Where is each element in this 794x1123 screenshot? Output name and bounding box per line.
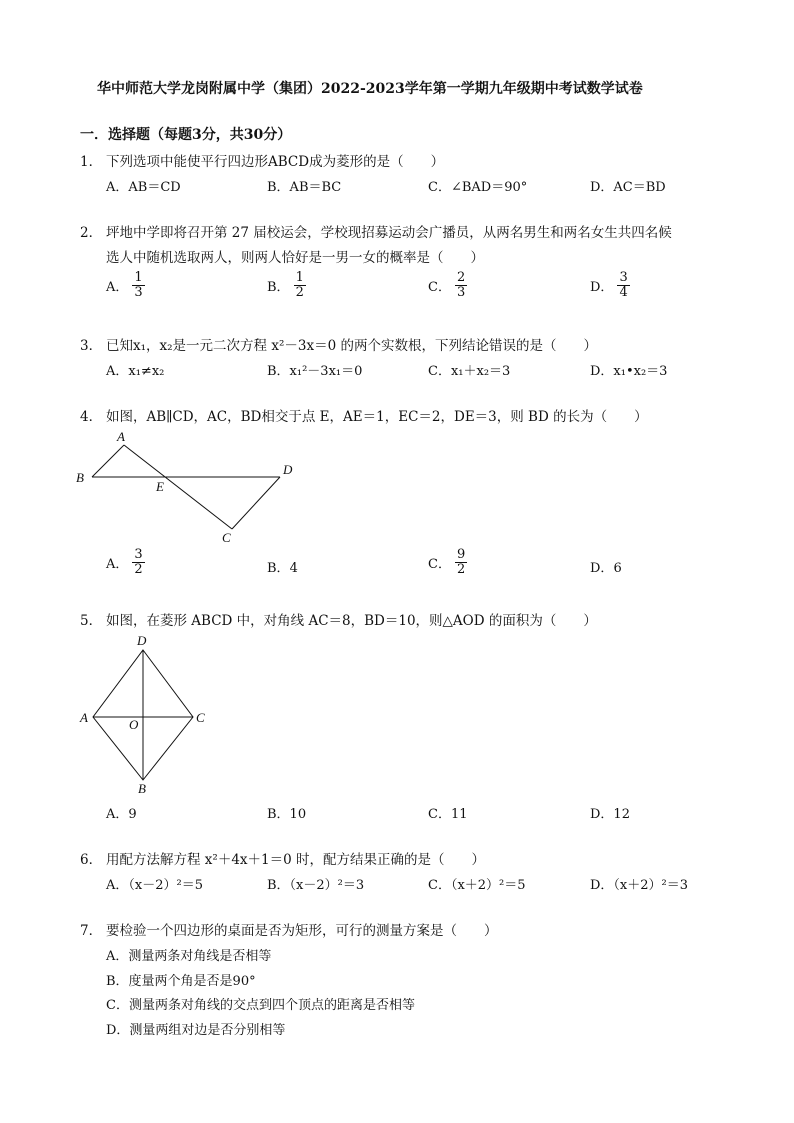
section-heading: 一．选择题（每题3分，共30分） [80, 127, 292, 143]
denominator: 4 [619, 284, 628, 300]
denominator: 3 [134, 284, 143, 300]
option-value: 4 [289, 561, 298, 576]
option-b[interactable]: B．x₁²－3x₁＝0 [267, 364, 363, 379]
denominator: 2 [134, 561, 143, 577]
option-letter: D． [590, 561, 614, 576]
option-letter: B． [267, 279, 290, 295]
numerator: 3 [619, 270, 628, 285]
option-b[interactable]: B．AB＝BC [267, 180, 342, 195]
segment-ac [124, 445, 232, 529]
numerator: 1 [134, 270, 143, 285]
label-d: D [283, 462, 293, 477]
option-a[interactable]: A．AB＝CD [106, 180, 181, 195]
fraction [455, 271, 467, 299]
label-e: E [156, 479, 164, 494]
option-d[interactable]: D．12 [590, 807, 630, 822]
option-letter: B． [267, 561, 290, 576]
option-c[interactable] [428, 271, 467, 299]
option-d[interactable]: D．AC＝BD [590, 180, 666, 195]
numerator: 9 [456, 547, 466, 562]
option-a[interactable] [106, 548, 145, 576]
option-a[interactable] [106, 271, 145, 299]
question-number: 7． [80, 923, 103, 939]
fraction [132, 548, 144, 576]
fraction [132, 271, 144, 299]
option-a[interactable]: A．x₁≠x₂ [106, 364, 165, 379]
question-stem: 用配方法解方程 x²＋4x＋1＝0 时，配方结果正确的是（ ） [106, 852, 485, 868]
option-a[interactable]: A．9 [106, 807, 137, 822]
option-a[interactable]: A．测量两条对角线是否相等 [106, 949, 272, 964]
question-stem: 如图，AB∥CD，AC，BD相交于点 E，AE＝1，EC＝2，DE＝3，则 BD 的长为（ ） [106, 409, 648, 425]
label-b: B [138, 781, 146, 796]
question-number: 3． [80, 338, 103, 354]
option-letter: A． [106, 279, 129, 295]
denominator: 2 [456, 561, 466, 577]
label-c: C [196, 710, 205, 725]
numerator: 2 [456, 270, 466, 285]
fraction [294, 271, 306, 299]
fraction [455, 548, 467, 576]
option-b[interactable] [267, 271, 306, 299]
option-letter: D． [590, 279, 614, 295]
question-stem-line-2: 选人中随机选取两人，则两人恰好是一男一女的概率是（ ） [106, 250, 484, 266]
option-c[interactable]: C．x₁＋x₂＝3 [428, 364, 511, 379]
option-c[interactable]: C．∠BAD＝90° [428, 180, 528, 195]
label-c: C [222, 530, 231, 545]
segment-ab [92, 445, 124, 477]
option-d[interactable] [590, 271, 630, 299]
question-stem: 已知x₁，x₂是一元二次方程 x²－3x＝0 的两个实数根，下列结论错误的是（ ） [106, 338, 597, 354]
option-letter: A． [106, 556, 129, 572]
denominator: 3 [456, 284, 466, 300]
option-b[interactable]: B．度量两个角是否是90° [106, 974, 256, 989]
numerator: 3 [134, 547, 143, 562]
option-a[interactable]: A．（x－2）²＝5 [106, 878, 203, 893]
label-a: A [80, 710, 88, 725]
label-d: D [137, 633, 147, 648]
option-b[interactable]: B．10 [267, 807, 307, 822]
fraction [617, 271, 629, 299]
page-title: 华中师范大学龙岗附属中学（集团）2022-2023学年第一学期九年级期中考试数学试卷 [97, 81, 643, 97]
option-b[interactable] [267, 557, 298, 576]
geometry-figure-q4 [70, 425, 310, 550]
option-c[interactable]: C．测量两条对角线的交点到四个顶点的距离是否相等 [106, 998, 415, 1013]
numerator: 1 [295, 270, 304, 285]
option-d[interactable]: D．测量两组对边是否分别相等 [106, 1023, 286, 1038]
option-letter: C． [428, 279, 451, 295]
option-letter: C． [428, 556, 451, 572]
rhombus-figure-q5 [75, 630, 220, 800]
option-d[interactable]: D．（x＋2）²＝3 [590, 878, 689, 893]
option-b[interactable]: B．（x－2）²＝3 [267, 878, 365, 893]
option-d[interactable] [590, 557, 622, 576]
option-c[interactable]: C．11 [428, 807, 468, 822]
label-o: O [129, 717, 139, 732]
question-number: 2． [80, 225, 103, 241]
question-number: 6． [80, 852, 103, 868]
option-d[interactable]: D．x₁•x₂＝3 [590, 364, 668, 379]
option-value: 6 [613, 561, 622, 576]
segment-cd [232, 477, 280, 529]
option-c[interactable] [428, 548, 467, 576]
question-number: 1． [80, 154, 103, 170]
question-stem-line-1: 坪地中学即将召开第 27 届校运会，学校现招募运动会广播员，从两名男生和两名女生共四名候 [106, 225, 672, 241]
label-b: B [76, 470, 84, 485]
question-stem: 下列选项中能使平行四边形ABCD成为菱形的是（ ） [106, 154, 445, 170]
question-number: 4． [80, 409, 103, 425]
option-c[interactable]: C．（x＋2）²＝5 [428, 878, 526, 893]
label-a: A [117, 429, 125, 444]
denominator: 2 [295, 284, 304, 300]
question-number: 5． [80, 613, 103, 629]
question-stem: 要检验一个四边形的桌面是否为矩形，可行的测量方案是（ ） [106, 923, 498, 939]
question-stem: 如图，在菱形 ABCD 中，对角线 AC＝8，BD＝10，则△AOD 的面积为（ ） [106, 613, 597, 629]
